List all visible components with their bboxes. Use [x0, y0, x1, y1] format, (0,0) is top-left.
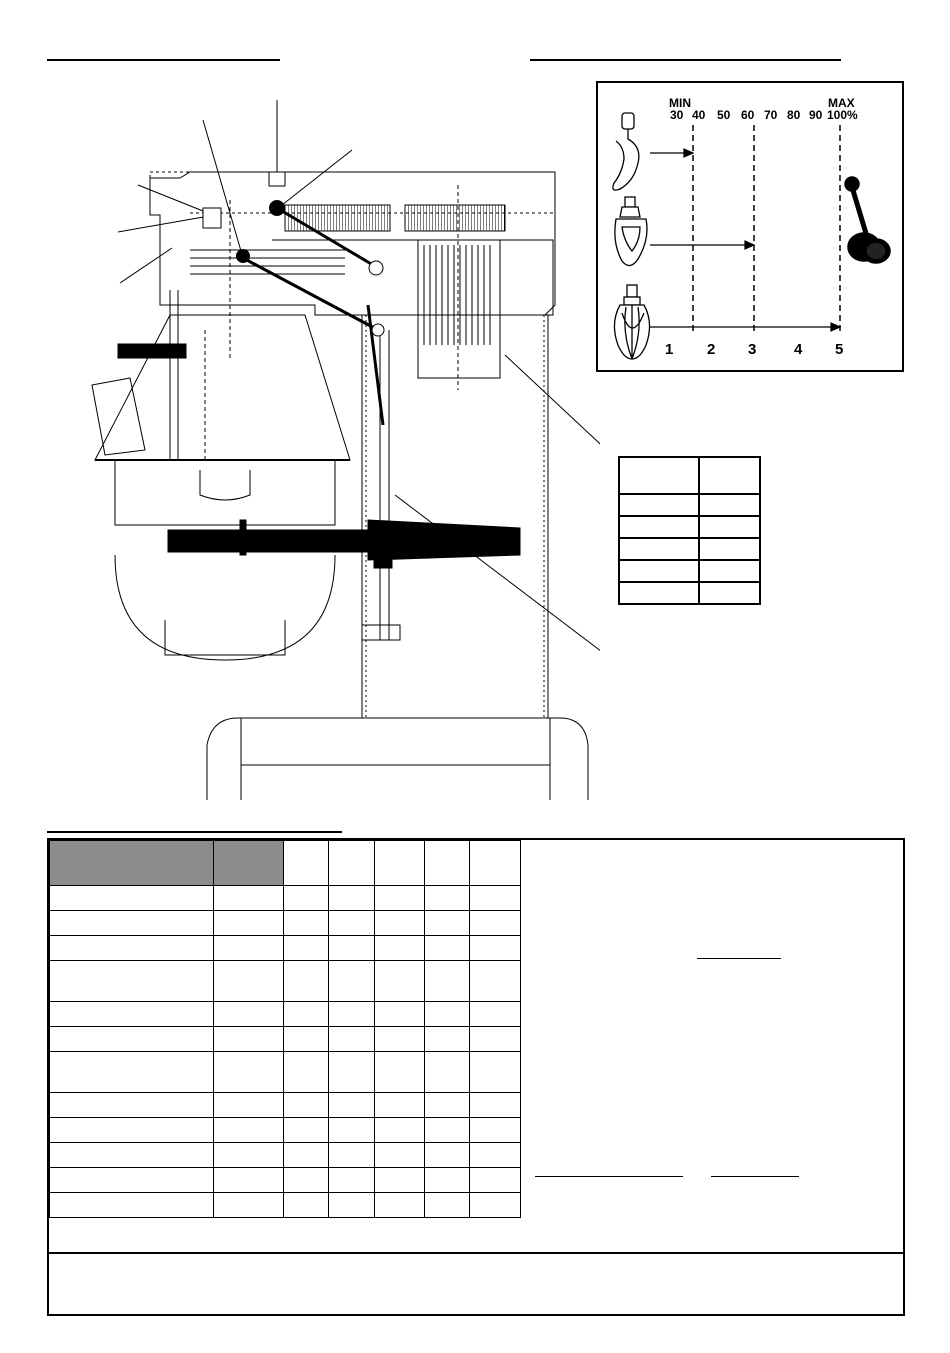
- table-row: [50, 1052, 521, 1093]
- table-row: [619, 582, 760, 604]
- table-row: [50, 911, 521, 936]
- note-underline: [535, 1176, 683, 1177]
- capacity-table: [49, 840, 521, 1218]
- table-row: [50, 1193, 521, 1218]
- capacity-table-box: [47, 838, 905, 1316]
- flat-beater-icon: [608, 195, 654, 279]
- dough-hook-icon: [608, 111, 652, 195]
- table-row: [619, 494, 760, 516]
- speed-min-label: MIN: [669, 96, 691, 110]
- percent-tick: 30: [670, 108, 684, 122]
- table-row: [619, 560, 760, 582]
- table-row: [50, 1093, 521, 1118]
- small-legend-table: [618, 456, 761, 605]
- percent-tick: 100%: [827, 108, 858, 122]
- speed-lever-icon: [838, 175, 898, 275]
- table-row: [50, 1168, 521, 1193]
- mixer-cross-section-drawing: [0, 0, 600, 805]
- note-underline: [711, 1176, 799, 1177]
- footnote-area: [49, 1252, 903, 1316]
- table-row: [50, 936, 521, 961]
- table-header-row: [50, 841, 521, 886]
- table-row: [50, 886, 521, 911]
- table-row: [50, 1027, 521, 1052]
- speed-position-3: 3: [748, 341, 757, 358]
- table-title-rule: [47, 831, 342, 833]
- percent-tick: 90: [809, 108, 823, 122]
- speed-position-4: 4: [794, 341, 803, 358]
- speed-position-5: 5: [835, 341, 844, 358]
- wire-whisk-icon: [610, 283, 656, 363]
- speed-max-label: MAX: [828, 96, 855, 110]
- table-row: [50, 1002, 521, 1027]
- percent-tick: 70: [764, 108, 778, 122]
- table-row: [50, 1143, 521, 1168]
- table-row: [619, 538, 760, 560]
- table-row: [619, 516, 760, 538]
- speed-position-2: 2: [707, 341, 716, 358]
- percent-tick: 40: [692, 108, 706, 122]
- table-row: [50, 961, 521, 1002]
- table-row: [50, 1118, 521, 1143]
- percent-tick: 80: [787, 108, 801, 122]
- speed-selection-panel: [596, 81, 904, 372]
- note-underline: [697, 958, 781, 959]
- percent-tick: 60: [741, 108, 755, 122]
- percent-tick: 50: [717, 108, 731, 122]
- table-row: [619, 457, 760, 494]
- speed-position-1: 1: [665, 341, 674, 358]
